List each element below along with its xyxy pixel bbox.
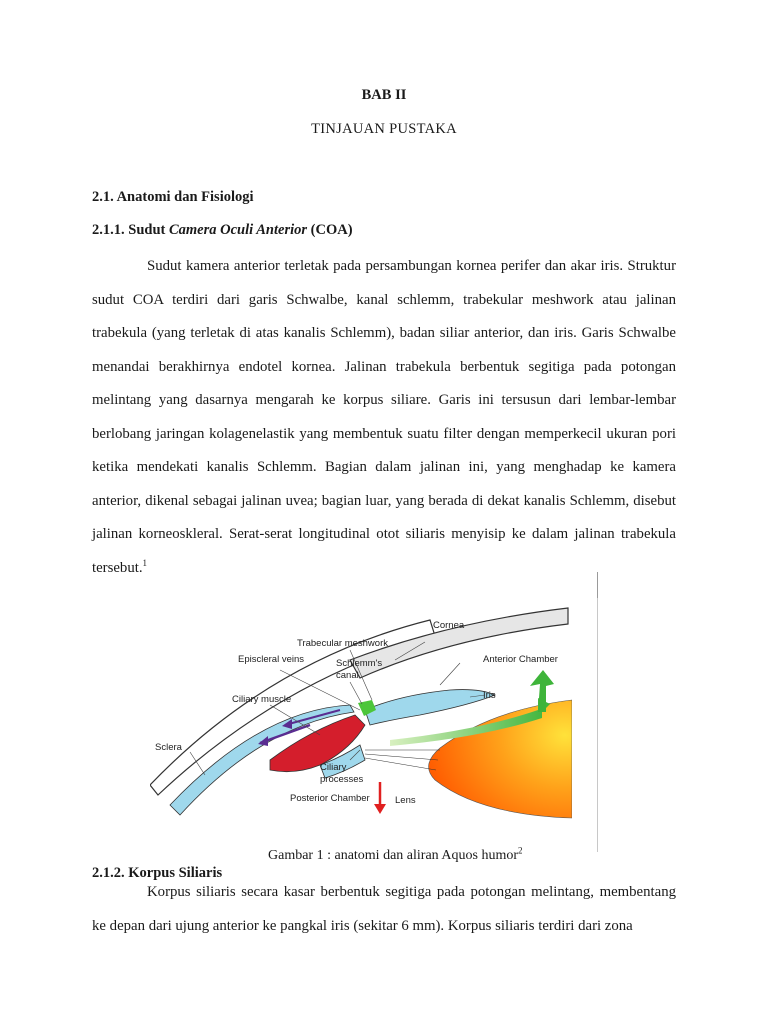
label-lens: Lens — [395, 795, 416, 806]
label-ciliary-processes-2: processes — [320, 774, 364, 785]
paragraph-korpus-siliaris — [92, 876, 676, 943]
label-sclera: Sclera — [155, 742, 182, 753]
chapter-title: TINJAUAN PUSTAKA — [311, 121, 457, 137]
subsection-heading-coa — [92, 222, 353, 239]
label-anterior-chamber: Anterior Chamber — [483, 654, 558, 665]
lens-shape — [429, 700, 572, 818]
label-trabecular-meshwork: Trabecular meshwork — [297, 638, 388, 649]
subsection-prefix: 2.1.1. Sudut — [92, 222, 169, 238]
label-ciliary-processes-1: Ciliary — [320, 762, 347, 773]
label-schlemm-1: Schlemm's — [336, 658, 383, 669]
paragraph-coa-text: Sudut kamera anterior terletak pada persambungan kornea perifer dan akar iris. Struktur sudut COA terdiri dari garis Schwalbe, kanal schlemm, trabekular meshwork atau jalinan trabekula (yang terletak di atas kanalis Schlemm), badan siliar anterior, dan iris. Garis Schwalbe menandai berakhirnya endotel kornea. Jalinan trabekula berbentuk segitiga pada potongan melintang yang dasarnya mengarah ke korpus siliare. Garis ini tersusun dari lembar-lembar berlobang jaringan kolagenelastik yang membentuk suatu filter dengan memperkecil ukuran pori ketika mendekati kanalis Schlemm. Bagian dalam jalinan ini, yang menghadap ke kamera anterior, dikenal sebagai jalinan uvea; bagian luar, yang berada di dekat kanalis Schlemm, disebut jalinan korneoskleral. Serat-serat longitudinal otot siliaris menyisip ke dalam jalinan trabekula tersebut. — [92, 258, 676, 576]
subsection-suffix: (COA) — [307, 222, 353, 238]
section-heading: 2.1. Anatomi dan Fisiologi — [92, 189, 254, 205]
subsection-heading-korpus-siliaris: 2.1.2. Korpus Siliaris — [92, 865, 223, 881]
label-schlemm-2: canal — [336, 670, 359, 681]
caption-footnote-ref: 2 — [518, 845, 523, 856]
label-ciliary-muscle: Ciliary muscle — [232, 694, 292, 705]
divider-line — [597, 572, 598, 852]
chapter-number: BAB II — [361, 87, 407, 103]
figure-caption-text: Gambar 1 : anatomi dan aliran Aquos humor — [268, 848, 518, 863]
label-posterior-chamber: Posterior Chamber — [290, 793, 370, 804]
subsection-italic-term: Camera Oculi Anterior — [168, 222, 308, 238]
label-iris: Iris — [483, 690, 496, 701]
eye-anatomy-figure — [150, 600, 572, 845]
iris-shape — [365, 690, 495, 725]
paragraph-coa — [92, 250, 676, 585]
label-cornea: Cornea — [433, 620, 465, 631]
divider-line-top — [597, 572, 598, 598]
paragraph-korpus-text: Korpus siliaris secara kasar berbentuk segitiga pada potongan melintang, membentang ke depan dari ujung anterior ke pangkal iris (sekitar 6 mm). Korpus siliaris terdiri dari zona — [92, 884, 676, 934]
footnote-ref: 1 — [142, 557, 148, 568]
figure-caption — [268, 845, 523, 864]
label-episcleral-veins: Episcleral veins — [238, 654, 304, 665]
